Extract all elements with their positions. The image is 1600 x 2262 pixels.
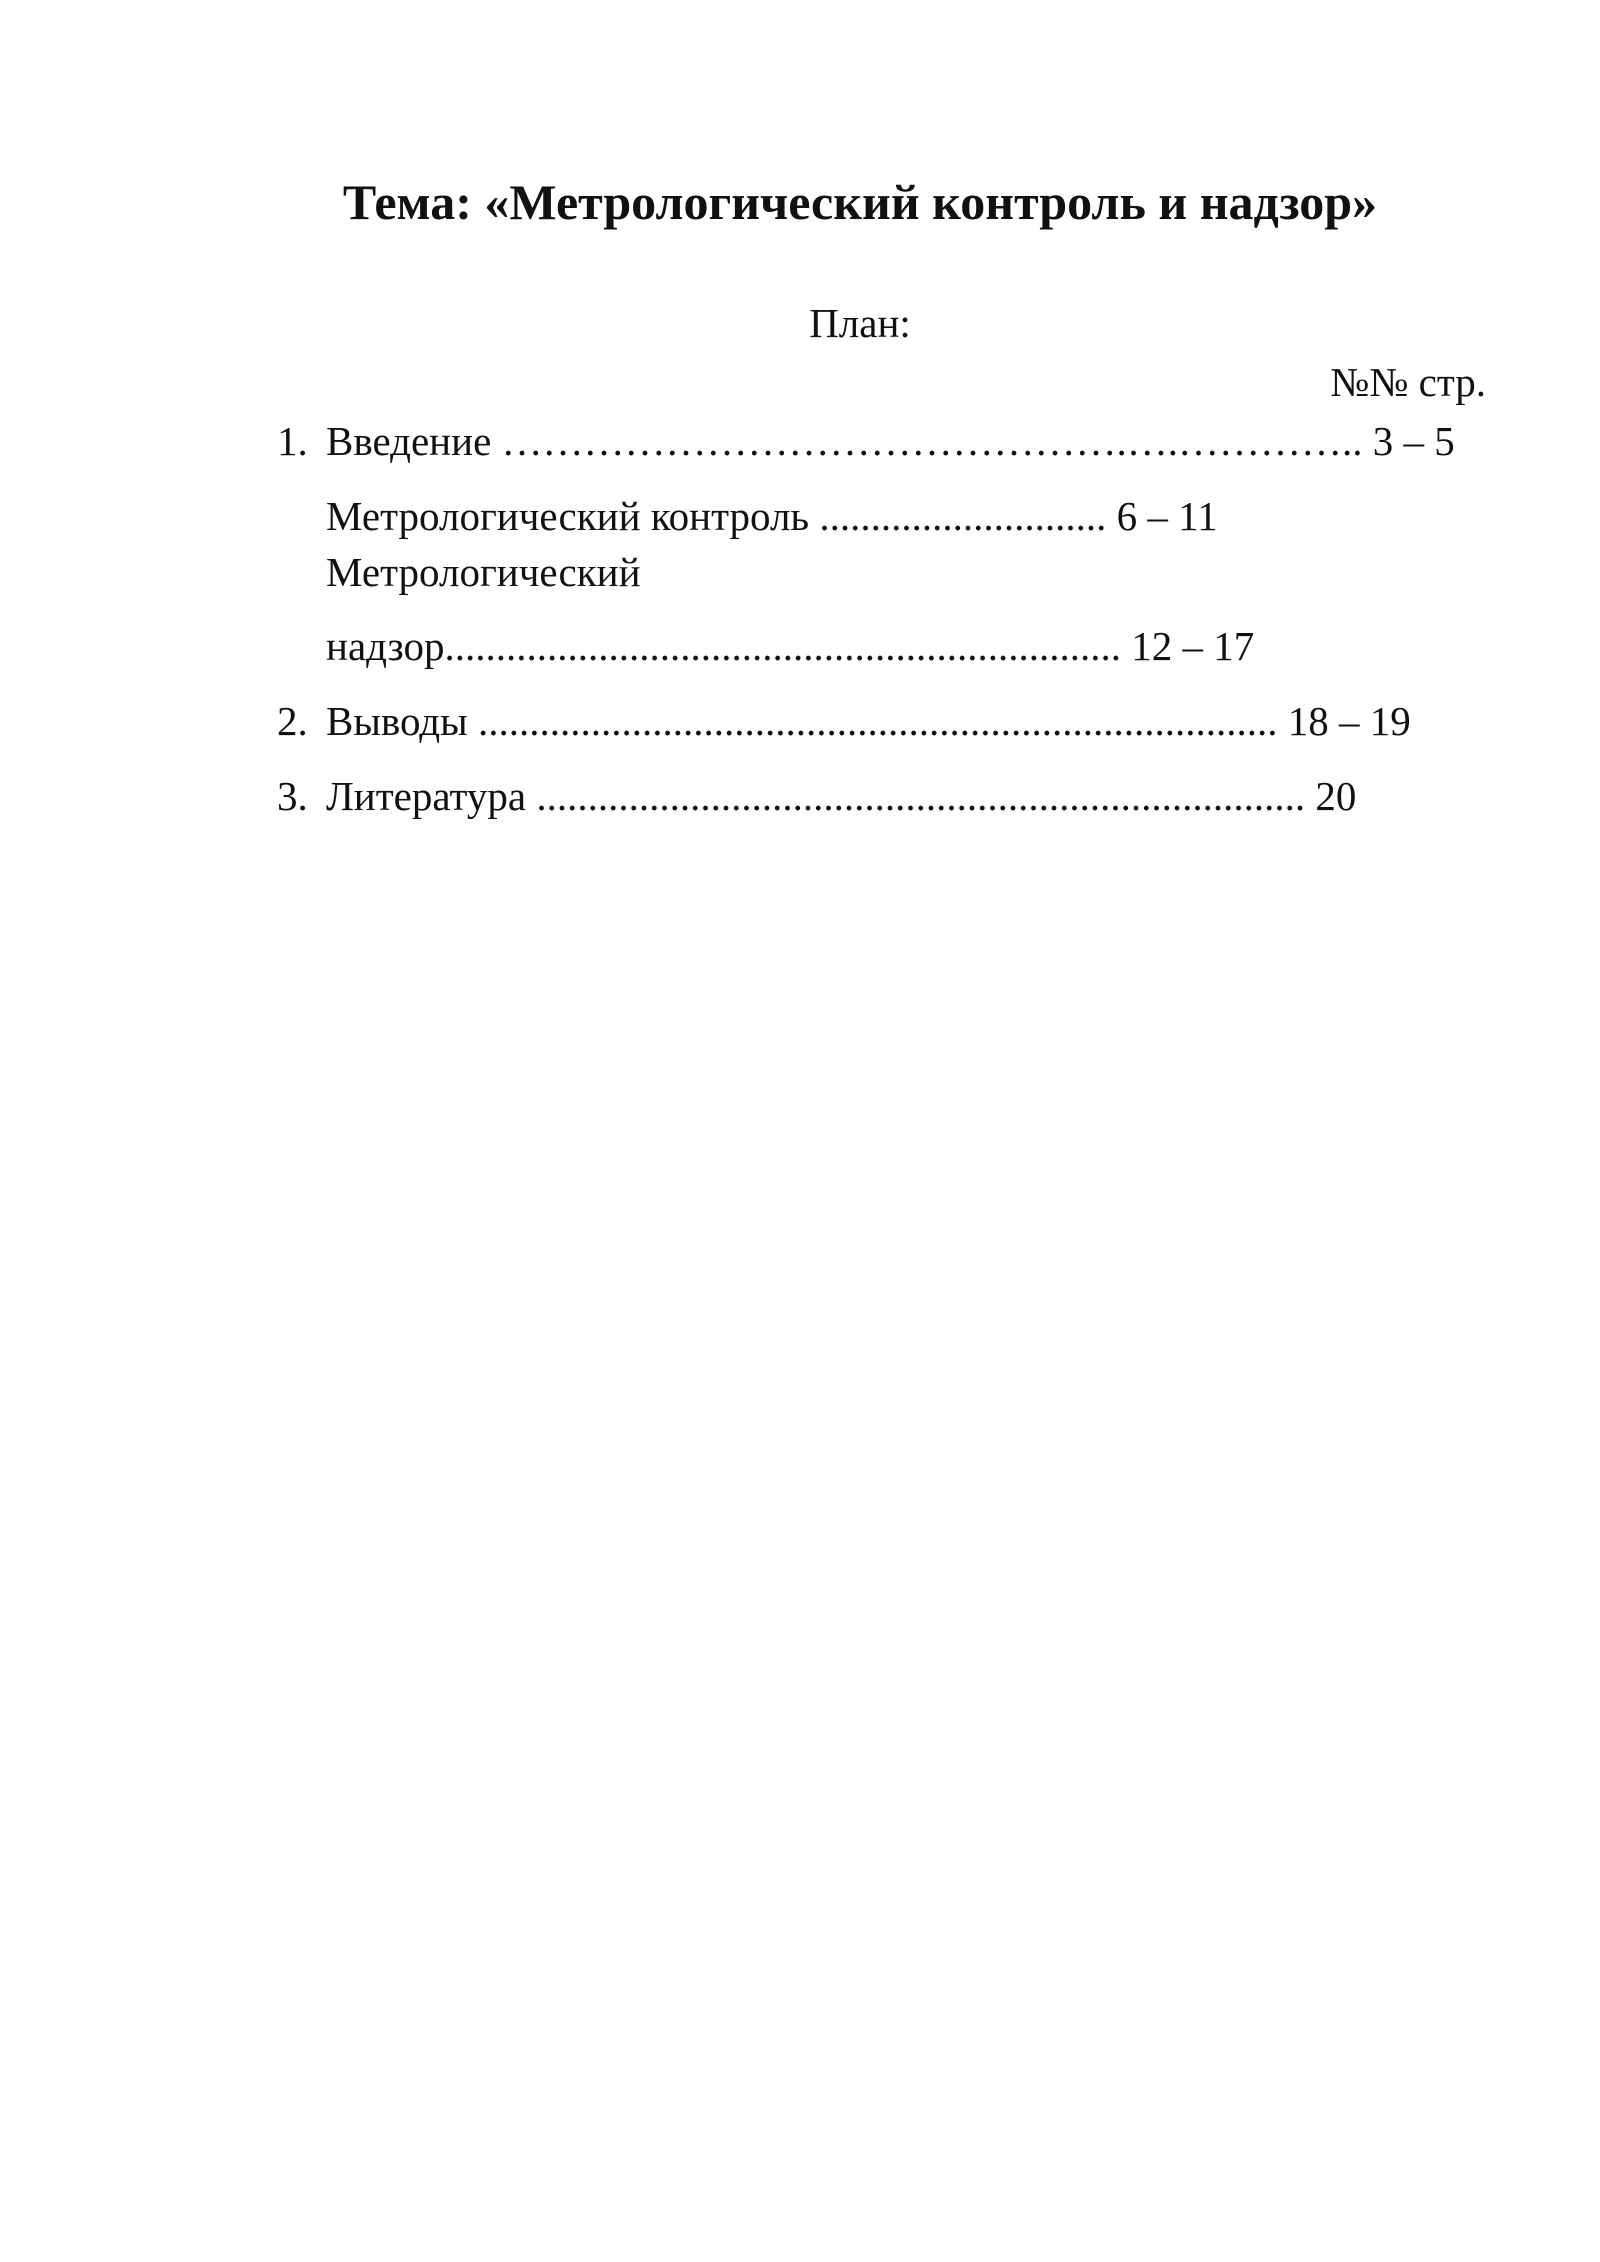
toc-subitem-metrological-supervision-line2: надзор.................................................................. 12 – 17: [326, 623, 1255, 669]
toc-subitem-metrological-control: Метрологический контроль ............................ 6 – 11: [326, 493, 1218, 539]
toc-item-literature: Литература ........................................................................... 20: [326, 773, 1357, 819]
toc-item-number: 1.: [277, 418, 308, 464]
document-title: Тема: «Метрологический контроль и надзор»: [342, 174, 1378, 230]
toc-item-introduction: Введение ……………………………………….….………….. 3 – 5: [326, 418, 1455, 464]
plan-heading: План:: [809, 300, 911, 346]
page-numbers-header: №№ стр.: [1330, 359, 1486, 405]
toc-item-number: 2.: [277, 698, 308, 744]
toc-item-number: 3.: [277, 773, 308, 819]
toc-subitem-metrological-supervision-line1: Метрологический: [326, 549, 641, 595]
toc-item-conclusions: Выводы .............................................................................. 18 – 19: [326, 698, 1411, 744]
